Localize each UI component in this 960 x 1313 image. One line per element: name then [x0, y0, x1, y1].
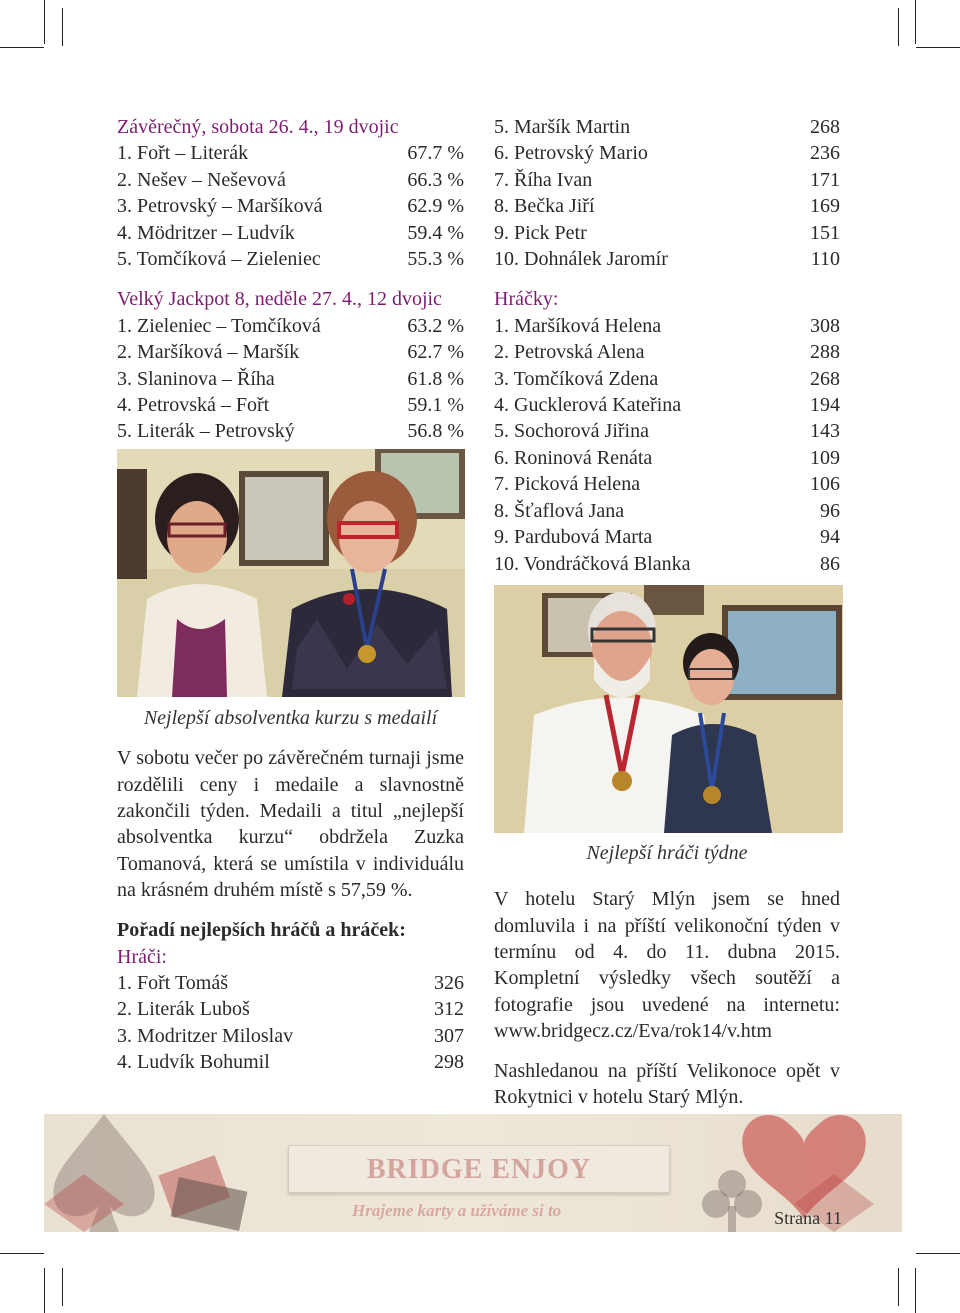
result-row: 1. Zieleniec – Tomčíková 63.2 %: [117, 314, 464, 337]
photo-best-players: [494, 585, 843, 833]
photo-image: [494, 585, 843, 833]
player-row: 6. Roninová Renáta 109: [494, 446, 840, 469]
crop-mark: [0, 47, 44, 48]
player-row: 10. Vondráčková Blanka 86: [494, 552, 840, 575]
right-column-rankings: [494, 114, 840, 577]
player-row: 8. Bečka Jiří 169: [494, 195, 840, 218]
footer-banner: [44, 1114, 902, 1232]
result-row: 3. Petrovský – Maršíková 62.9 %: [117, 195, 464, 218]
final-heading: Závěrečný, sobota 26. 4., 19 dvojic: [117, 116, 399, 138]
result-row: 1. Fořt – Literák 67.7 %: [117, 142, 464, 165]
player-row: 2. Literák Luboš 312: [117, 998, 464, 1021]
player-row: 2. Petrovská Alena 288: [494, 341, 840, 364]
left-column-lower: [117, 705, 464, 1076]
player-row: 1. Maršíková Helena 308: [494, 314, 840, 337]
players-heading: Hráči:: [117, 945, 167, 968]
player-row: 7. Picková Helena 106: [494, 473, 840, 496]
crop-mark: [44, 0, 45, 44]
player-row: 4. Gucklerová Kateřina 194: [494, 394, 840, 417]
crop-mark: [898, 1268, 899, 1306]
player-row: 10. Dohnálek Jaromír 110: [494, 248, 840, 271]
brand-box: [288, 1145, 670, 1193]
left-column-results: [117, 114, 464, 445]
crop-mark: [0, 1253, 44, 1254]
crop-mark: [62, 1268, 63, 1306]
player-row: 3. Modritzer Miloslav 307: [117, 1024, 464, 1047]
women-heading: Hráčky:: [494, 288, 559, 311]
photo-image: [117, 449, 465, 697]
player-row: 5. Maršík Martin 268: [494, 116, 840, 138]
photo-best-graduate: [117, 449, 465, 697]
photo-caption-left: Nejlepší absolventka kurzu s medailí: [143, 707, 438, 729]
brand-title: BRIDGE ENJOY: [366, 1154, 592, 1185]
player-row: 9. Pardubová Marta 94: [494, 526, 840, 549]
right-column-lower: [494, 840, 840, 1111]
crop-mark: [44, 1268, 45, 1313]
ceremony-paragraph: V sobotu večer po závěrečném turnaji jsme rozdělili ceny i medaile a slavnostně zakončili týden. Medaili a titul „nejlepší absolventka kurzu“ obdržela Zuzka Tomanová, která se umístila v individuálu na krásném druhém místě s 57,59 %.: [117, 747, 464, 901]
crop-mark: [915, 1268, 916, 1313]
farewell-paragraph: Nashledanou na příští Velikonoce opět v Rokytnici v hotelu Starý Mlýn.: [494, 1060, 840, 1109]
result-row: 4. Mödritzer – Ludvík 59.4 %: [117, 221, 464, 244]
result-row: 4. Petrovská – Fořt 59.1 %: [117, 394, 464, 417]
jackpot-heading: Velký Jackpot 8, neděle 27. 4., 12 dvojic: [117, 288, 442, 311]
result-row: 5. Tomčíková – Zieleniec 55.3 %: [117, 248, 464, 271]
result-row: 5. Literák – Petrovský 56.8 %: [117, 420, 464, 443]
player-row: 8. Šťaflová Jana 96: [494, 499, 840, 522]
crop-mark: [915, 0, 916, 44]
player-row: 6. Petrovský Mario 236: [494, 142, 840, 165]
page-number: Strana 11: [774, 1208, 842, 1228]
player-row: 1. Fořt Tomáš 326: [117, 972, 464, 994]
player-row: 5. Sochorová Jiřina 143: [494, 420, 840, 443]
result-row: 2. Nešev – Nešev​ová 66.3 %: [117, 168, 464, 191]
player-row: 7. Říha Ivan 171: [494, 168, 840, 191]
result-row: 3. Slaninova – Říha 61.8 %: [117, 367, 464, 390]
player-row: 3. Tomčíková Zdena 268: [494, 367, 840, 390]
crop-mark: [916, 47, 960, 48]
result-row: 2. Maršíková – Maršík 62.7 %: [117, 341, 464, 364]
brand-motto: Hrajeme karty a užíváme si to: [352, 1201, 562, 1220]
crop-mark: [62, 8, 63, 46]
player-row: 4. Ludvík Bohumil 298: [117, 1051, 464, 1074]
ranking-heading: Pořadí nejlepších hráčů a hráček:: [117, 919, 406, 942]
crop-mark: [898, 8, 899, 46]
hotel-paragraph: V hotelu Starý Mlýn jsem se hned domluvila i na příští velikonoční týden v termínu od 4. do 11. dubna 2015. Kompletní výsledky všech soutěží a fotografie jsou uvedené na internetu: www.bridgecz.cz/Eva/rok14/v.htm: [494, 888, 840, 1042]
photo-caption-right: Nejlepší hráči týdne: [586, 842, 748, 864]
player-row: 9. Pick Petr 151: [494, 221, 840, 244]
crop-mark: [916, 1253, 960, 1254]
